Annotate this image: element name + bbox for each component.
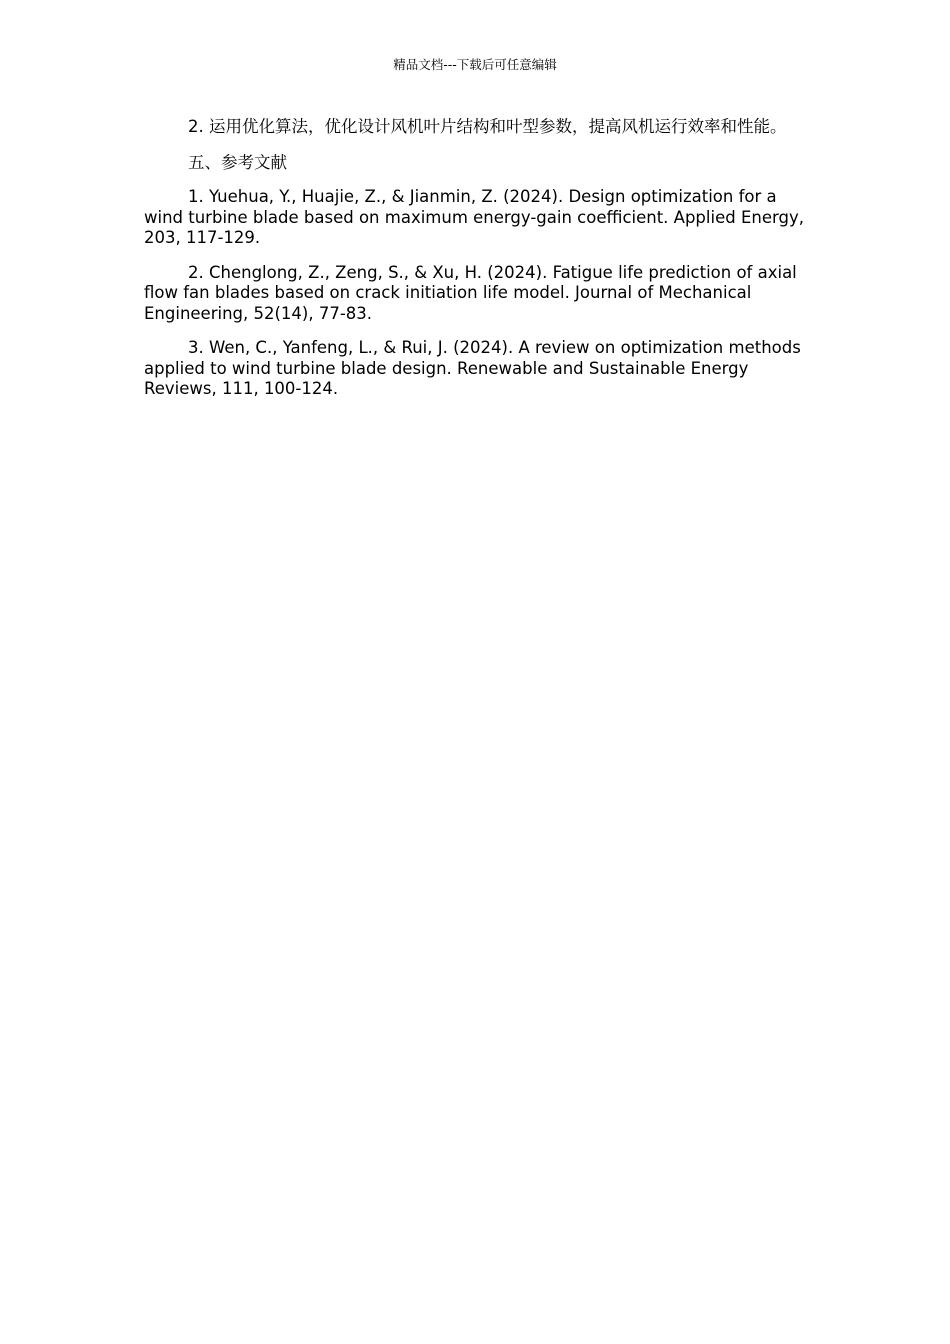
reference-item-3: 3. Wen, C., Yanfeng, L., & Rui, J. (2024). A review on optimization methods applied to wind turbine blade design. Renewable and Sustainable Energy Reviews, 111, 100-124. xyxy=(144,338,801,398)
section-heading-references: 五、参考文献 xyxy=(188,153,287,172)
list-item-optimization: 2. 运用优化算法，优化设计风机叶片结构和叶型参数，提高风机运行效率和性能。 xyxy=(188,117,787,136)
reference-item-1: 1. Yuehua, Y., Huajie, Z., & Jianmin, Z. (2024). Design optimization for a wind turbine blade based on maximum energy-gain coefficient. Applied Energy, 203, 117-129. xyxy=(144,187,804,247)
page-header: 精品文档---下载后可任意编辑 xyxy=(393,57,557,72)
reference-item-2: 2. Chenglong, Z., Zeng, S., & Xu, H. (2024). Fatigue life prediction of axial flow fan blades based on crack initiation life model. Journal of Mechanical Engineering, 52(14), 77-83. xyxy=(144,262,797,323)
document-body xyxy=(144,116,812,414)
